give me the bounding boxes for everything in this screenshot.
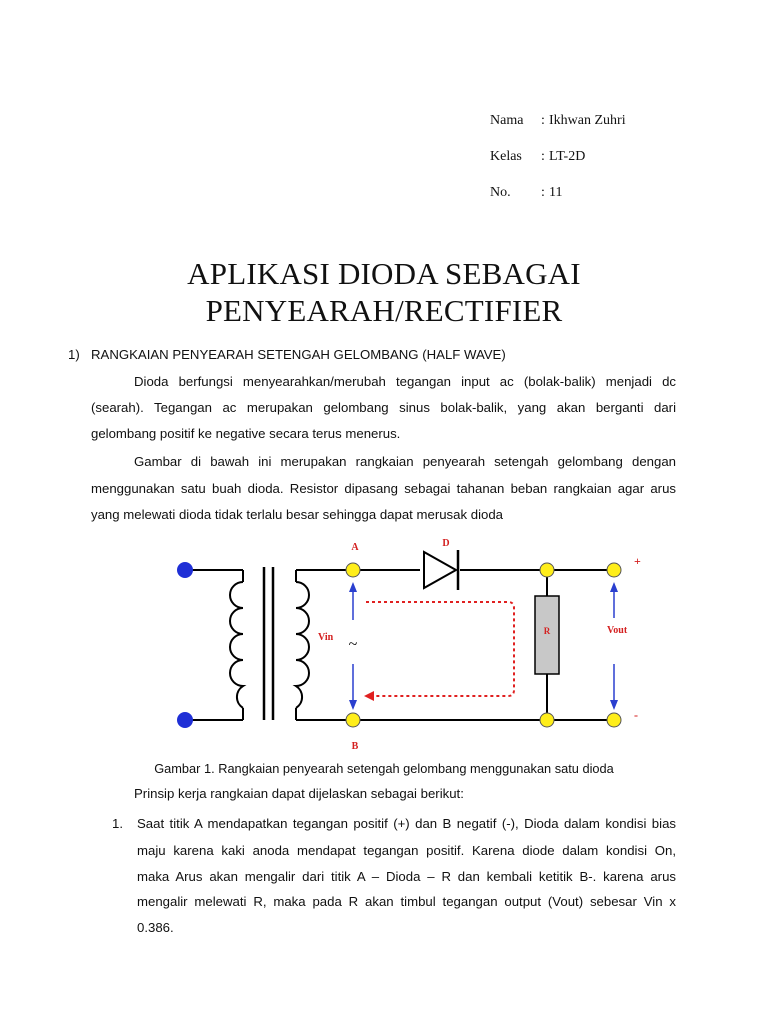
info-value-no: 11 (549, 185, 563, 200)
info-value-nama: Ikhwan Zuhri (549, 113, 626, 128)
label-d: D (442, 538, 450, 549)
label-plus: + (634, 554, 641, 568)
diode-symbol (424, 550, 458, 590)
node-a (346, 563, 360, 577)
item1-line: mengalir melewati R, maka pada R akan timbul tegangan output (Vout) sebesar Vin x (137, 894, 676, 909)
info-label: No. (490, 185, 511, 200)
input-terminal-top (177, 562, 193, 578)
item1-line: maka Arus akan mengalir dari titik A – Dioda – R dan kembali ketitik B-. karena arus (137, 869, 676, 884)
current-flow-arrow (366, 602, 514, 696)
info-colon: : (541, 149, 545, 164)
input-terminal-bottom (177, 712, 193, 728)
section-number: 1) (68, 347, 80, 362)
paragraph1-line: Dioda berfungsi menyearahkan/merubah tegangan input ac (bolak-balik) menjadi dc (134, 374, 676, 389)
node-resistor-top (540, 563, 554, 577)
paragraph1-line: (searah). Tegangan ac merupakan gelombang sinus bolak-balik, yang akan berganti dari (91, 400, 676, 415)
ac-source-symbol: ~ (348, 636, 358, 653)
label-vout: Vout (607, 625, 628, 636)
paragraph2-line: menggunakan satu buah dioda. Resistor dipasang sebagai tahanan beban rangkaian agar arus (91, 481, 676, 496)
item1-line: Saat titik A mendapatkan tegangan positif (+) dan B negatif (-), Dioda dalam kondisi bias (137, 816, 676, 831)
label-b: B (351, 741, 359, 752)
vout-arrow-up (610, 582, 618, 592)
vout-arrow-down (610, 700, 618, 710)
section-heading: RANGKAIAN PENYEARAH SETENGAH GELOMBANG (HALF WAVE) (91, 347, 506, 362)
node-b (346, 713, 360, 727)
info-colon: : (541, 185, 545, 200)
principle-intro: Prinsip kerja rangkaian dapat dijelaskan sebagai berikut: (134, 786, 464, 801)
item1-line: 0.386. (137, 920, 174, 935)
paragraph2-line: Gambar di bawah ini merupakan rangkaian penyearah setengah gelombang dengan (134, 454, 676, 469)
item-number: 1. (112, 816, 123, 831)
item1-line: maju karena kaki anoda mendapat tegangan positif. Karena diode dalam kondisi On, (137, 843, 676, 858)
node-vout-minus (607, 713, 621, 727)
page-title-line2: PENYEARAH/RECTIFIER (205, 293, 563, 328)
vin-arrow-down (349, 700, 357, 710)
label-r: R (543, 626, 551, 636)
vin-arrow-up (349, 582, 357, 592)
label-a: A (351, 542, 359, 553)
label-vin: Vin (318, 632, 334, 643)
info-label: Kelas (490, 149, 522, 164)
info-colon: : (541, 113, 545, 128)
figure-caption: Gambar 1. Rangkaian penyearah setengah gelombang menggunakan satu dioda (154, 761, 614, 776)
label-minus: - (634, 708, 638, 722)
info-value-kelas: LT-2D (549, 149, 586, 164)
paragraph1-line: gelombang positif ke negative secara terus menerus. (91, 426, 401, 441)
half-wave-rectifier-diagram (0, 530, 768, 760)
info-label: Nama (490, 113, 524, 128)
paragraph2-line: yang melewati dioda tidak terlalu besar sehingga dapat merusak dioda (91, 507, 503, 522)
page-title-line1: APLIKASI DIODA SEBAGAI (187, 256, 581, 291)
node-vout-plus (607, 563, 621, 577)
node-resistor-bottom (540, 713, 554, 727)
